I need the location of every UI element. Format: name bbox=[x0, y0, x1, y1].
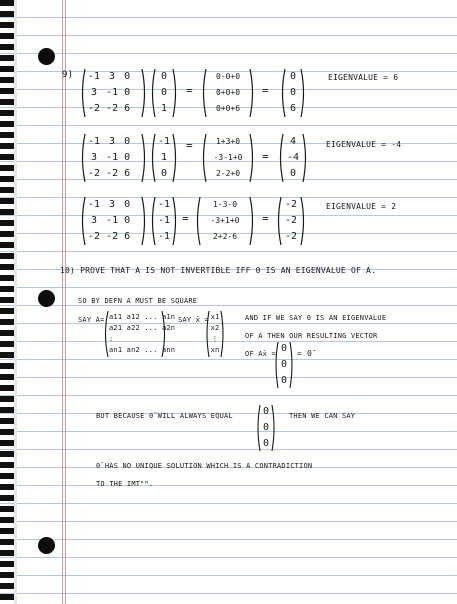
vector-entry: -1 bbox=[157, 215, 171, 226]
matrix-entry: -1 bbox=[106, 152, 119, 163]
result-vector-1 bbox=[280, 68, 306, 118]
spiral-binding bbox=[0, 0, 14, 604]
then-line: THEN WE CAN SAY bbox=[289, 412, 356, 420]
equals-sign: = bbox=[186, 84, 193, 97]
matrix-entry: 0 bbox=[124, 87, 131, 98]
vector-entry: 1+3+0 bbox=[215, 137, 241, 146]
eigenvalue-label-3: EIGENVALUE = 2 bbox=[326, 202, 397, 211]
vector-entry: 2-2+0 bbox=[215, 169, 241, 178]
vector-entry: 0 bbox=[262, 422, 270, 433]
vector-entry: -1 bbox=[157, 199, 171, 210]
zero-bar-label: = 0̄ bbox=[297, 349, 313, 358]
bracket-right bbox=[289, 341, 294, 389]
vector-entry: 0 bbox=[289, 71, 297, 82]
matrix-entry: 3 bbox=[91, 215, 98, 226]
problem-10-statement: 10) PROVE THAT A IS NOT INVERTIBLE IFF 0 IS AN EIGENVALUE OF A. bbox=[60, 266, 377, 275]
vector-entry: 0 bbox=[160, 168, 168, 179]
vector-entry: 1 bbox=[160, 103, 168, 114]
vector-entry: 0 bbox=[262, 438, 270, 449]
reasoning-line-3: OF Ax̄ = bbox=[245, 350, 276, 358]
bracket-right bbox=[249, 133, 255, 183]
vector-entry: 0-0+0 bbox=[215, 72, 241, 81]
matrix-entry: -2 bbox=[106, 231, 119, 242]
bracket-right bbox=[300, 68, 306, 118]
vector-entry: 0 bbox=[280, 359, 288, 370]
result-vector-3 bbox=[276, 196, 306, 246]
bracket-right bbox=[220, 310, 225, 358]
vector-entry: 0 bbox=[262, 406, 270, 417]
vector-entry: 2+2-6 bbox=[212, 232, 238, 241]
margin-line bbox=[65, 0, 66, 604]
matrix-entry: 6 bbox=[124, 103, 131, 114]
vector-entry: 0 bbox=[160, 71, 168, 82]
matrix-entry: 6 bbox=[124, 231, 131, 242]
problem-9-label: 9) bbox=[62, 70, 74, 80]
vector-entry: -1 bbox=[157, 136, 171, 147]
matrix-entry: 3 bbox=[91, 87, 98, 98]
matrix-entry: -1 bbox=[106, 215, 119, 226]
equals-sign: = bbox=[262, 84, 269, 97]
bracket-right bbox=[172, 68, 178, 118]
matrix-a-row2 bbox=[80, 133, 147, 183]
vector-entry: -3-1+0 bbox=[213, 153, 243, 162]
product-vector-1 bbox=[201, 68, 255, 118]
bracket-right bbox=[141, 68, 147, 118]
general-vector-x bbox=[205, 310, 225, 358]
zero-vector-2 bbox=[256, 404, 276, 452]
matrix-entry: 3 bbox=[91, 152, 98, 163]
vector-entry: 1-3-0 bbox=[212, 200, 238, 209]
vector-entry: 1 bbox=[160, 152, 168, 163]
vector-entry: 0 bbox=[289, 168, 297, 179]
matrix-entry: 0 bbox=[124, 152, 131, 163]
vector-entry: ⋮ bbox=[211, 335, 219, 343]
matrix-entry: -2 bbox=[106, 168, 119, 179]
matrix-row: a21 a22 ... a2n bbox=[109, 324, 176, 332]
eigenvalue-label-2: EIGENVALUE = -4 bbox=[326, 140, 402, 149]
conclusion-line-1: 0̄ HAS NO UNIQUE SOLUTION WHICH IS A CONTRADICTION bbox=[96, 462, 313, 470]
matrix-a-row1 bbox=[80, 68, 147, 118]
matrix-entry: -2 bbox=[88, 231, 101, 242]
reasoning-line-1: AND IF WE SAY 0 IS AN EIGENVALUE bbox=[245, 314, 387, 322]
bracket-right bbox=[141, 133, 147, 183]
but-because-line: BUT BECAUSE 0̄ WILL ALWAYS EQUAL bbox=[96, 412, 233, 420]
vector-v2 bbox=[150, 133, 178, 183]
vector-entry: -3+1+0 bbox=[210, 216, 240, 225]
punch-hole bbox=[38, 290, 55, 307]
matrix-entry: 0 bbox=[124, 215, 131, 226]
vector-entry: -1 bbox=[157, 231, 171, 242]
zero-vector bbox=[274, 341, 294, 389]
vector-entry: xn bbox=[210, 346, 220, 354]
equals-sign: = bbox=[186, 139, 193, 152]
vector-entry: 0 bbox=[289, 87, 297, 98]
vector-entry: x1 bbox=[210, 313, 220, 321]
vector-entry: 0 bbox=[280, 375, 288, 386]
conclusion-line-2: TO THE IMTᴿᴹ. bbox=[96, 480, 154, 488]
bracket-right bbox=[249, 196, 255, 246]
bracket-right bbox=[300, 196, 306, 246]
matrix-entry: -1 bbox=[88, 136, 101, 147]
eigenvalue-label-1: EIGENVALUE = 6 bbox=[328, 73, 399, 82]
equals-sign: = bbox=[182, 212, 189, 225]
vector-entry: 0+0+6 bbox=[215, 104, 241, 113]
matrix-entry: -1 bbox=[88, 199, 101, 210]
bracket-right bbox=[141, 196, 147, 246]
matrix-entry: -1 bbox=[88, 71, 101, 82]
vector-v1 bbox=[150, 68, 178, 118]
punch-hole bbox=[38, 537, 55, 554]
page-edge bbox=[14, 0, 17, 604]
product-vector-2 bbox=[201, 133, 255, 183]
vector-entry: 4 bbox=[289, 136, 297, 147]
matrix-entry: -1 bbox=[106, 87, 119, 98]
say-x-label: SAY x̄ = bbox=[178, 316, 209, 324]
bracket-right bbox=[161, 310, 167, 358]
vector-entry: -4 bbox=[286, 152, 300, 163]
general-matrix-a bbox=[103, 310, 176, 358]
matrix-entry: -2 bbox=[106, 103, 119, 114]
equals-sign: = bbox=[262, 212, 269, 225]
equals-sign: = bbox=[262, 150, 269, 163]
margin-line bbox=[62, 0, 63, 604]
say-a-label: SAY A= bbox=[78, 316, 105, 324]
matrix-entry: 3 bbox=[109, 136, 116, 147]
vector-entry: 0 bbox=[280, 343, 288, 354]
matrix-entry: 0 bbox=[124, 199, 131, 210]
matrix-row: a11 a12 ... a1n bbox=[109, 313, 176, 321]
matrix-entry: 3 bbox=[109, 199, 116, 210]
matrix-row: : bbox=[109, 335, 114, 343]
matrix-entry: 0 bbox=[124, 136, 131, 147]
vector-entry: -2 bbox=[284, 199, 298, 210]
matrix-entry: -2 bbox=[88, 168, 101, 179]
vector-v3 bbox=[150, 196, 178, 246]
vector-entry: 0 bbox=[160, 87, 168, 98]
definition-note: SO BY DEFN A MUST BE SQUARE bbox=[78, 297, 198, 305]
matrix-a-row3 bbox=[80, 196, 147, 246]
bracket-right bbox=[302, 133, 308, 183]
bracket-right bbox=[271, 404, 276, 452]
matrix-entry: 3 bbox=[109, 71, 116, 82]
product-vector-3 bbox=[195, 196, 255, 246]
bracket-right bbox=[249, 68, 255, 118]
matrix-row: an1 an2 ... ann bbox=[109, 346, 176, 354]
bracket-right bbox=[172, 133, 178, 183]
vector-entry: 6 bbox=[289, 103, 297, 114]
reasoning-line-2: OF A THEN OUR RESULTING VECTOR bbox=[245, 332, 378, 340]
punch-hole bbox=[38, 48, 55, 65]
vector-entry: -2 bbox=[284, 231, 298, 242]
matrix-entry: 0 bbox=[124, 71, 131, 82]
vector-entry: x2 bbox=[210, 324, 220, 332]
result-vector-2 bbox=[278, 133, 308, 183]
vector-entry: 0+0+0 bbox=[215, 88, 241, 97]
bracket-right bbox=[172, 196, 178, 246]
vector-entry: -2 bbox=[284, 215, 298, 226]
matrix-entry: -2 bbox=[88, 103, 101, 114]
matrix-entry: 6 bbox=[124, 168, 131, 179]
